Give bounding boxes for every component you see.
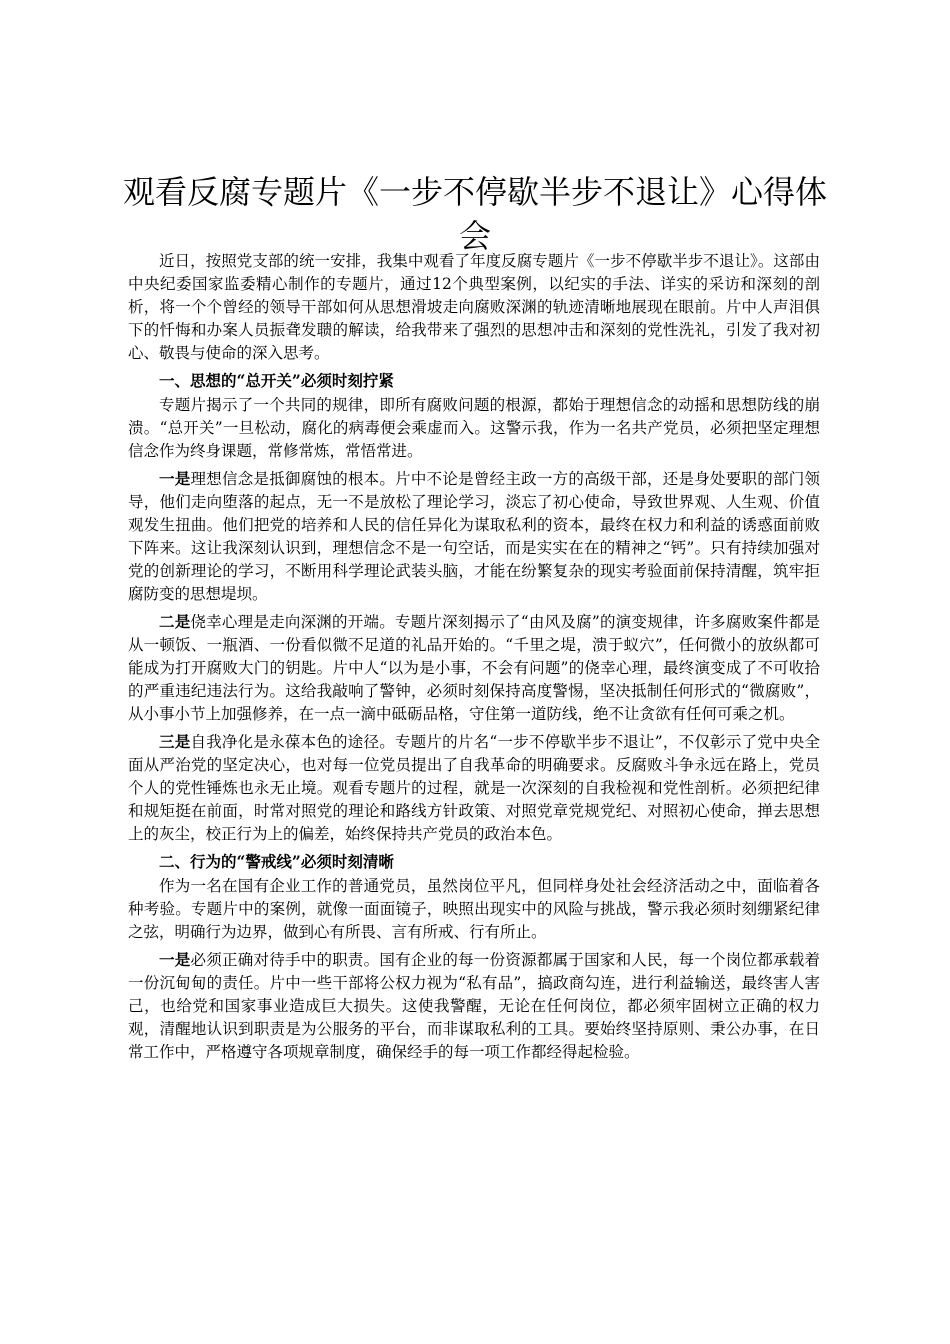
item-lead: 三是 [159, 732, 191, 751]
item-text: 理想信念是抵御腐蚀的根本。片中不论是曾经主政一方的高级干部，还是身处要职的部门领导，他们走向堕落的起点，无一不是放松了理论学习，淡忘了初心使命，导致世界观、人生观、价值观发生扭曲。他们把党的培养和人民的信任异化为谋取私利的资本，最终在权力和利益的诱惑面前败下阵来。这让我深刻认识到，理想信念不是一句空话，而是实实在在的精神之“钙”。只有持续加强对党的创新理论的学习，不断用科学理论武装头脑，才能在纷繁复杂的现实考验面前保持清醒，筑牢拒腐防变的思想堤坝。 [128, 470, 820, 603]
item-text: 侥幸心理是走向深渊的开端。专题片深刻揭示了“由风及腐”的演变规律，许多腐败案件都是从一顿饭、一瓶酒、一份看似微不足道的礼品开始的。“千里之堤，溃于蚁穴”，任何微小的放纵都可能成为打开腐败大门的钥匙。片中人“以为是小事，不会有问题”的侥幸心理，最终演变成了不可收拾的严重违纪违法行为。这给我敲响了警钟，必须时刻保持高度警惕，坚决抵制任何形式的“微腐败”，从小事小节上加强修养，在一点一滴中砥砺品格，守住第一道防线，绝不让贪欲有任何可乘之机。 [128, 613, 820, 723]
section-2-heading: 二、行为的“警戒线”必须时刻清晰 [159, 852, 394, 871]
document-title: 观看反腐专题片《一步不停歇半步不退让》心得体会 [122, 173, 827, 255]
section-1-heading: 一、思想的“总开关”必须时刻拧紧 [159, 371, 394, 390]
item-lead: 二是 [159, 612, 191, 631]
section-1-item-2 [128, 610, 820, 726]
section-2-paragraph: 作为一名在国有企业工作的普通党员，虽然岗位平凡，但同样身处社会经济活动之中，面临着各种考验。专题片中的案例，就像一面面镜子，映照出现实中的风险与挑战，警示我必须时刻绷紧纪律之弦，明确行为边界，做到心有所畏、言有所戒、行有所止。 [128, 877, 820, 941]
section-2-item-1 [128, 948, 820, 1064]
section-1-paragraph: 专题片揭示了一个共同的规律，即所有腐败问题的根源，都始于理想信念的动摇和思想防线的崩溃。“总开关”一旦松动，腐化的病毒便会乘虚而入。这警示我，作为一名共产党员，必须把坚定理想信念作为终身课题，常修常炼，常悟常进。 [128, 396, 820, 460]
section-1-item-3 [128, 730, 820, 846]
intro-paragraph: 近日，按照党支部的统一安排，我集中观看了年度反腐专题片《一步不停歇半步不退让》。这部由中央纪委国家监委精心制作的专题片，通过12个典型案例，以纪实的手法、详实的采访和深刻的剖析，将一个个曾经的领导干部如何从思想滑坡走向腐败深渊的轨迹清晰地展现在眼前。片中人声泪俱下的忏悔和办案人员振聋发聩的解读，给我带来了强烈的思想冲击和深刻的党性洗礼，引发了我对初心、敬畏与使命的深入思考。 [128, 252, 820, 362]
section-1-item-1 [128, 467, 820, 606]
item-text: 必须正确对待手中的职责。国有企业的每一份资源都属于国家和人民，每一个岗位都承载着一份沉甸甸的责任。片中一些干部将公权力视为“私有品”，搞政商勾连，进行利益输送，最终害人害己，也给党和国家事业造成巨大损失。这使我警醒，无论在任何岗位，都必须牢固树立正确的权力观，清醒地认识到职责是为公服务的平台，而非谋取私利的工具。要始终坚持原则、秉公办事，在日常工作中，严格遵守各项规章制度，确保经手的每一项工作都经得起检验。 [128, 951, 820, 1061]
document-body [128, 250, 820, 1064]
item-text: 自我净化是永葆本色的途径。专题片的片名“一步不停歇半步不退让”，不仅彰示了党中央全面从严治党的坚定决心，也对每一位党员提出了自我革命的明确要求。反腐败斗争永远在路上，党员个人的党性锤炼也永无止境。观看专题片的过程，就是一次深刻的自我检视和党性剖析。必须把纪律和规矩挺在前面，时常对照党的理论和路线方针政策、对照党章党规党纪、对照初心使命，掸去思想上的灰尘，校正行为上的偏差，始终保持共产党员的政治本色。 [128, 733, 820, 843]
item-lead: 一是 [159, 469, 191, 488]
item-lead: 一是 [159, 950, 191, 969]
